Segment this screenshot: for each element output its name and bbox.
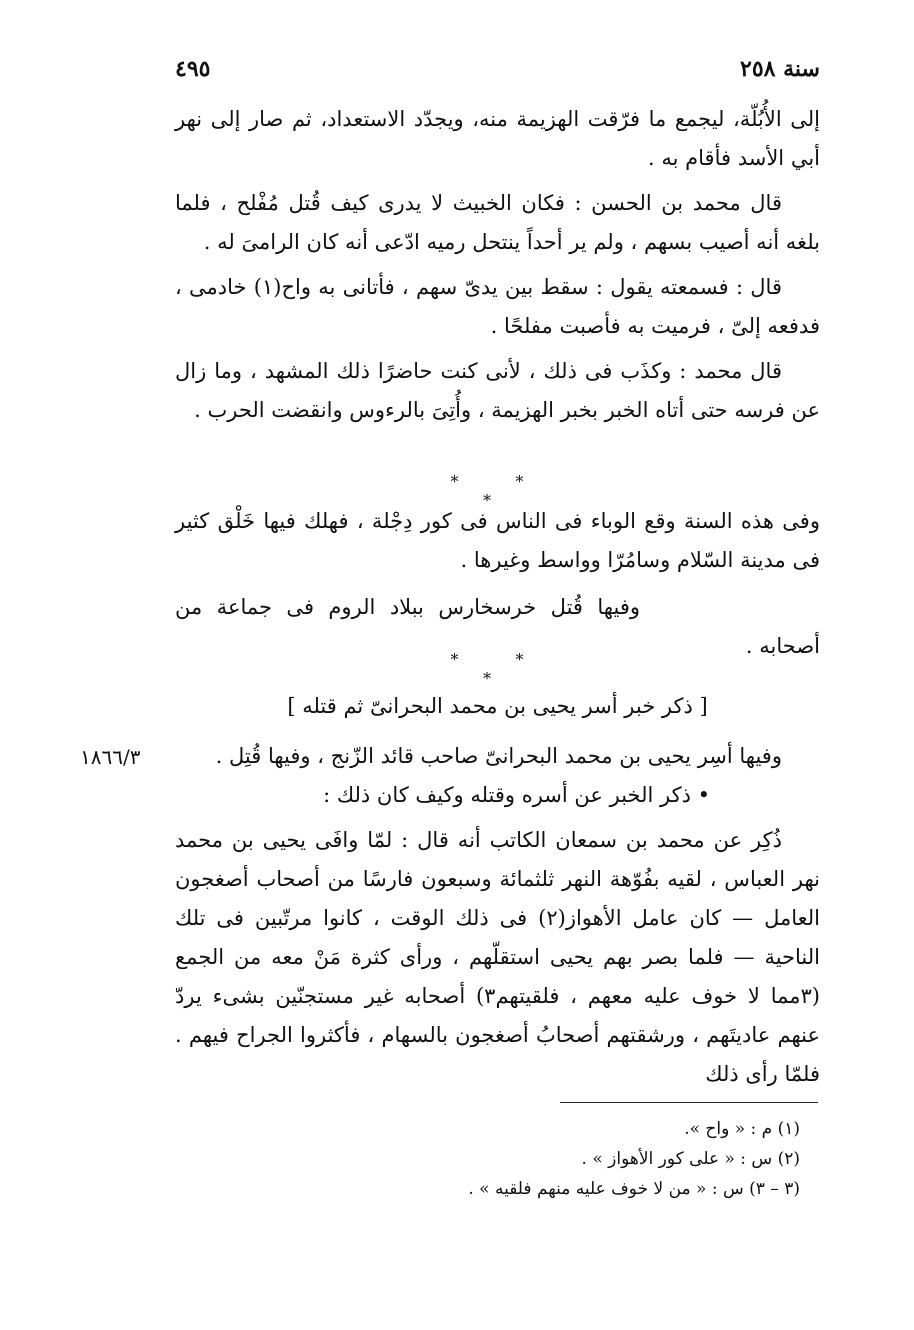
section-heading: [ ذكر خبر أسر يحيى بن محمد البحرانىّ ثم قتله ] [287,694,708,718]
subheading: • ذكر الخبر عن أسره وقتله وكيف كان ذلك : [323,783,710,807]
paragraph: وفيها قُتل خرسخارس ببلاد الروم فى جماعة من أصحابه . [175,595,820,658]
footnote: (٣ – ٣) س : « من لا خوف عليه منهم فلقيه » . [468,1179,800,1199]
margin-date: ١٨٦٦/٣ [80,745,141,769]
text-block-3 [175,737,820,1094]
section-separator: * * * [450,472,550,510]
footnote: (١) م : « واح ». [684,1119,800,1139]
text-block-2 [175,502,820,666]
page-header [175,56,820,88]
paragraph: قال محمد بن الحسن : فكان الخبيث لا يدرى كيف قُتل مُفْلح ، فلما بلغه أنه أصيب بسهم ، ولم ير أحداً ينتحل رميه ادّعى أنه كان الرامىَ له . [175,191,820,254]
paragraph: وفى هذه السنة وقع الوباء فى الناس فى كور دِجْلة ، فهلك فيها خَلْق كثير فى مدينة السّلام وسامُرّا وواسط وغيرها . [175,509,820,572]
paragraph: وفيها أسِر يحيى بن محمد البحرانىّ صاحب قائد الزّنج ، وفيها قُتِل . [215,744,782,768]
running-head-year: سنة ٢٥٨ [740,56,820,82]
footnotes [300,1114,800,1204]
paragraph: ذُكِر عن محمد بن سمعان الكاتب أنه قال : لمّا وافَى يحيى بن محمد نهر العباس ، لقيه بفُوّهة النهر ثلثمائة وسبعون فارسًا من أصحاب أصغجون العامل — كان عامل الأهواز(٢) فى ذلك الوقت ، كانوا مرتّبين فى تلك الناحية — فلما بصر بهم يحيى استقلّهم ، ورأى كثرة مَنْ معه من الجمع (٣مما لا خوف عليه معهم ، فلقيتهم٣) أصحابه غير مستجنّين بشىء يردّ عنهم عاديتَهم ، ورشقتهم أصحابُ أصغجون بالسهام ، فأكثروا الجراح فيهم . فلمّا رأى ذلك [175,828,821,1086]
footnote-rule [560,1102,818,1103]
section-separator: * * * [450,650,550,688]
paragraph: قال محمد : وكذَب فى ذلك ، لأنى كنت حاضرًا ذلك المشهد ، وما زال عن فرسه حتى أتاه الخبر بخبر الهزيمة ، وأُتِىَ بالرءوس وانقضت الحرب . [175,359,820,422]
text-block-1 [175,100,820,430]
paragraph: إلى الأُبُلّة، ليجمع ما فرّقت الهزيمة منه، ويجدّد الاستعداد، ثم صار إلى نهر أبي الأسد فأقام به . [175,107,820,170]
footnote: (٢) س : « على كور الأهواز » . [581,1149,800,1169]
paragraph: قال : فسمعته يقول : سقط بين يدىّ سهم ، فأتانى به واح(١) خادمى ، فدفعه إلىّ ، فرميت به فأصبت مفلحًا . [175,275,820,338]
page-number: ٤٩٥ [175,56,211,82]
